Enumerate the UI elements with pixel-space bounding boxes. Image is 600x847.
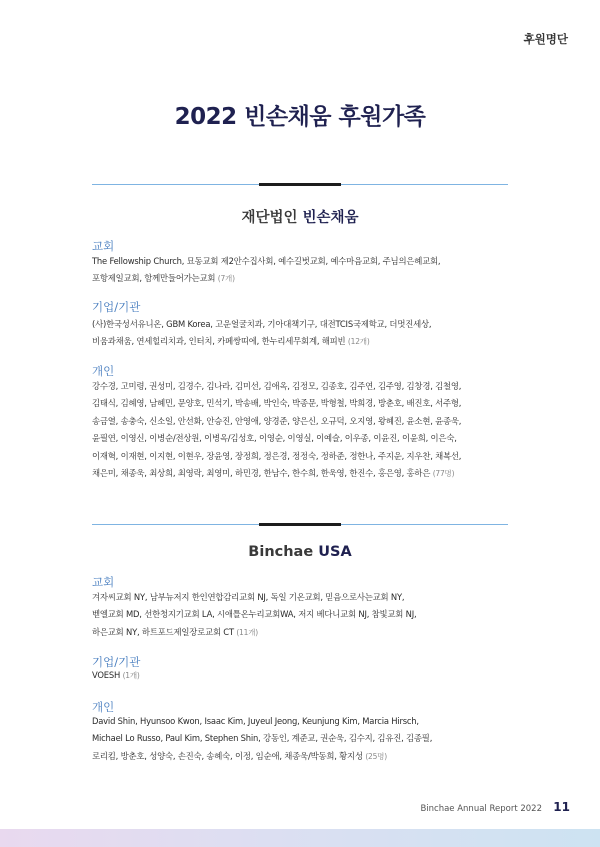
category-label: 개인	[92, 700, 115, 714]
category-body	[92, 378, 512, 482]
name-line: (사)한국성서유니온, GBM Korea, 고운얼굴치과, 기아대책기구, 대전TCIS국제학교, 더멋진세상,	[92, 319, 432, 329]
name-line: David Shin, Hyunsoo Kwon, Isaac Kim, Juyeul Jeong, Keunjung Kim, Marcia Hirsch,	[92, 716, 419, 726]
name-line: 윤필연, 이영신, 이병순/전상원, 이병옥/김성호, 이영순, 이영실, 이예슬, 이우종, 이윤진, 이윤희, 이은숙,	[92, 433, 457, 444]
name-line: Michael Lo Russo, Paul Kim, Stephen Shin, 강동인, 계준교, 권순욱, 김수지, 김유진, 김종필,	[92, 733, 433, 744]
divider-accent	[259, 523, 341, 526]
name-line: 김태식, 김혜영, 남혜민, 문양호, 민석기, 박송배, 박인숙, 박종문, 박형철, 박희경, 방춘호, 배진호, 서주형,	[92, 398, 462, 409]
category-label: 기업/기관	[92, 655, 141, 669]
section-heading-prefix: 재단법인	[241, 210, 303, 226]
category-label: 교회	[92, 575, 115, 589]
page-title: 2022 빈손채움 후원가족	[174, 104, 426, 130]
name-line: 포항제일교회, 함께만들어가는교회 (7개)	[92, 273, 235, 284]
name-line: 송금열, 송충숙, 신소일, 안선화, 안승진, 안영애, 양경준, 양은신, 오규덕, 오지영, 왕혜진, 윤소현, 윤종욱,	[92, 415, 462, 426]
section-heading-bold: USA	[318, 544, 352, 560]
category-label: 기업/기관	[92, 300, 141, 314]
count-label: (1개)	[122, 671, 140, 680]
page-tag: 후원명단	[523, 32, 568, 46]
name-line: 로리킴, 방춘호, 성양숙, 손진숙, 송혜숙, 이정, 임순애, 채종욱/박동희, 황지성 (25명)	[92, 750, 387, 761]
count-label: (77명)	[432, 469, 455, 479]
category-body	[92, 667, 512, 684]
name-line: 채은미, 채종욱, 최상희, 최영락, 최영미, 하민경, 한남수, 한수희, 한욱영, 한진수, 홍은영, 홍하은 (77명)	[92, 468, 455, 479]
name-line: 비움과채움, 연세힐리치과, 인터치, 카페쌍띠에, 한누리세무회계, 해피빈 (12개)	[92, 336, 370, 347]
name-line: 겨자씨교회 NY, 남부뉴저지 한인연합감리교회 NJ, 독일 기온교회, 믿음으로사는교회 NY,	[92, 592, 405, 602]
bottom-gradient-bar	[0, 829, 600, 847]
name-line: 하은교회 NY, 하트포드제일장로교회 CT (11개)	[92, 626, 258, 637]
page-number: 11	[553, 800, 570, 814]
name-line: 이재혁, 이재현, 이지현, 이현우, 장윤영, 장정희, 정은경, 정정숙, 정하준, 정한나, 주지운, 지우찬, 채복선,	[92, 450, 462, 461]
category-label: 개인	[92, 364, 115, 378]
name-line: VOESH (1개)	[92, 670, 140, 680]
divider-accent	[259, 183, 341, 186]
count-label: (12개)	[347, 337, 370, 347]
category-body	[92, 253, 512, 288]
section-heading-bold: 빈손채움	[302, 210, 359, 226]
name-line: 벧엘교회 MD, 선한청지기교회 LA, 시애틀온누리교회WA, 저지 베다니교회 NJ, 참빛교회 NJ,	[92, 609, 417, 620]
count-label: (25명)	[365, 751, 387, 761]
count-label: (7개)	[217, 274, 235, 284]
category-label: 교회	[92, 239, 115, 253]
name-line: The Fellowship Church, 묘동교회 제2안수집사회, 예수길벗교회, 예수마음교회, 주님의은혜교회,	[92, 256, 441, 266]
section-heading-prefix: Binchae	[248, 544, 319, 560]
section-heading-usa	[0, 544, 600, 560]
count-label: (11개)	[236, 627, 258, 637]
category-body	[92, 316, 512, 351]
name-line: 강수경, 고미령, 권성미, 김경수, 김나라, 김미선, 김애옥, 김정모, 김종호, 김주연, 김주영, 김창경, 김철영,	[92, 381, 462, 391]
category-body	[92, 713, 512, 765]
footer-report-title: Binchae Annual Report 2022	[420, 804, 542, 814]
section-heading-foundation	[0, 206, 600, 227]
category-body	[92, 589, 512, 641]
